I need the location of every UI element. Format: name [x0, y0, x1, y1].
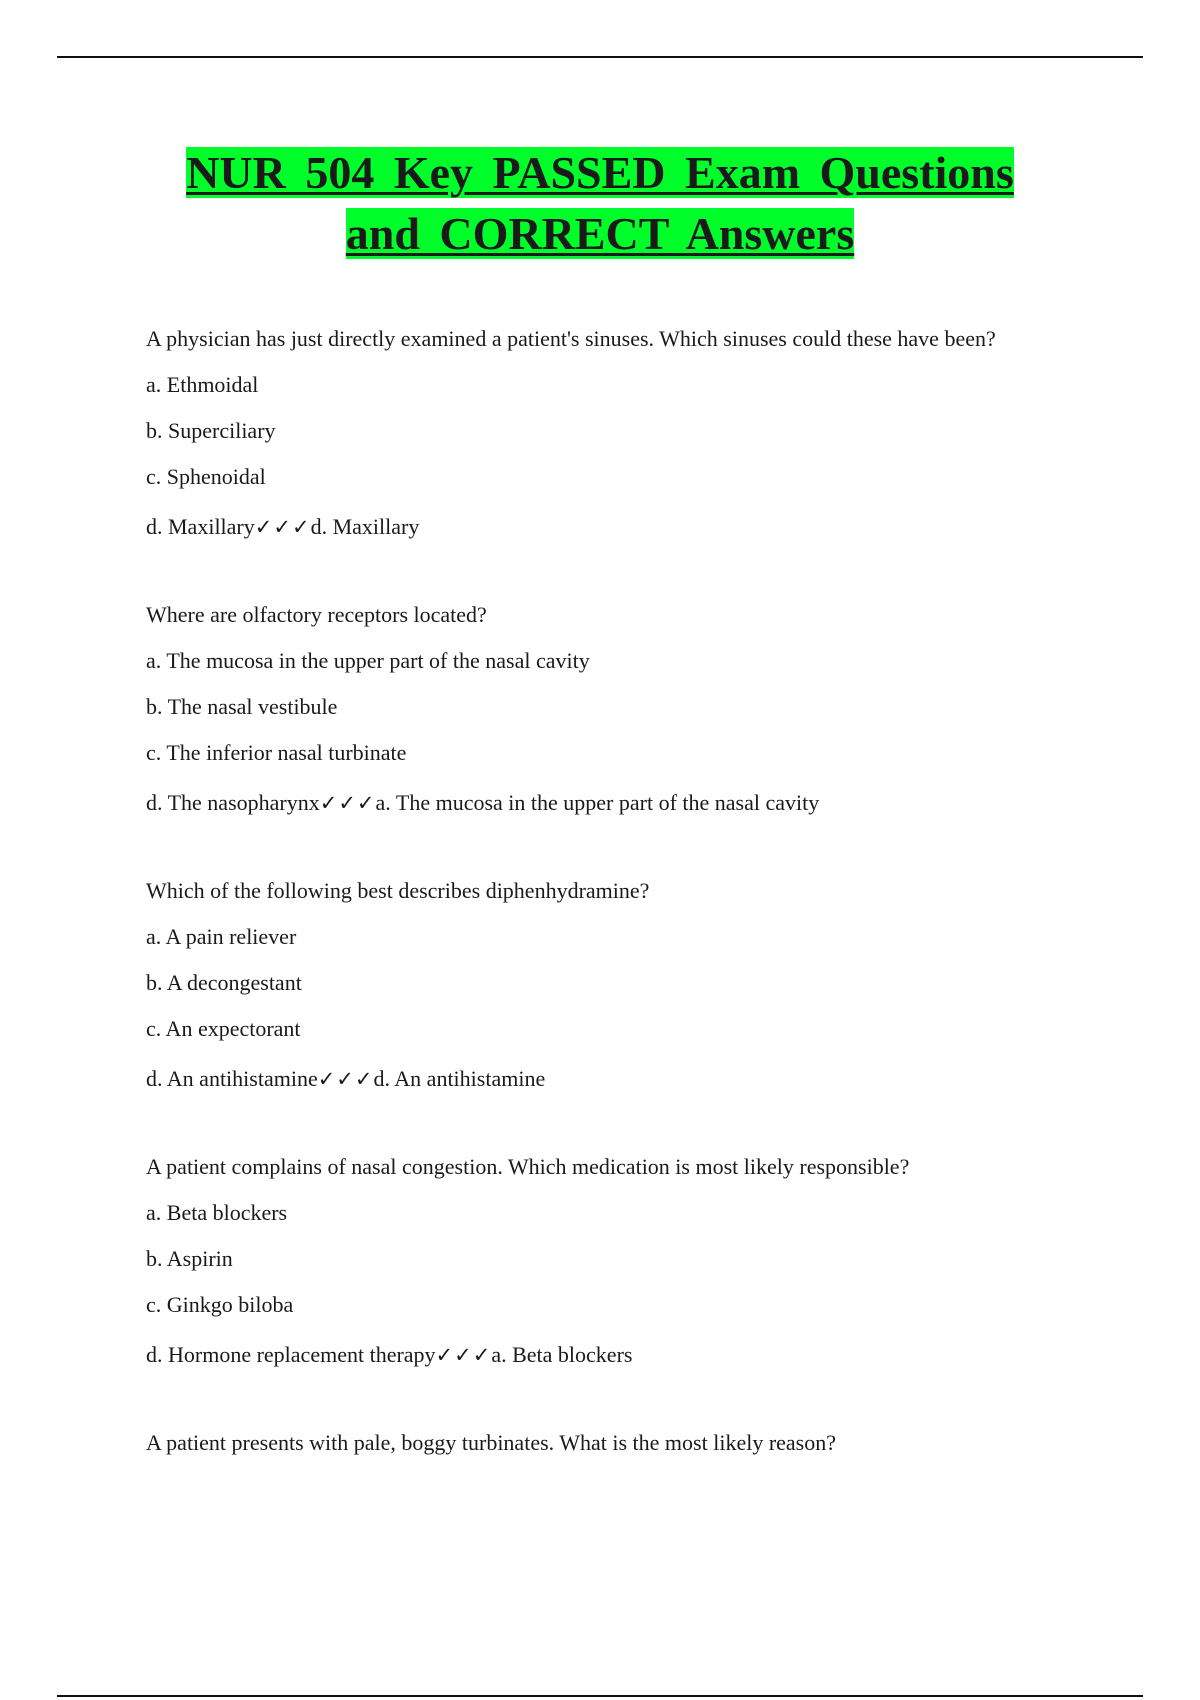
correct-answer: a. The mucosa in the upper part of the nasal cavity — [375, 790, 820, 815]
option-d-with-answer — [146, 788, 1046, 818]
question-block-5 — [146, 1428, 1046, 1458]
option-b: b. The nasal vestibule — [146, 694, 338, 719]
option-a: a. A pain reliever — [146, 924, 297, 949]
option-d: d. Maxillary — [146, 514, 255, 539]
question-block-2 — [146, 600, 1046, 818]
correct-answer: a. Beta blockers — [491, 1342, 633, 1367]
question-text: A physician has just directly examined a patient's sinuses. Which sinuses could these have been? — [146, 326, 996, 351]
option-c: c. An expectorant — [146, 1016, 301, 1041]
option-d-with-answer — [146, 512, 1046, 542]
question-block-1 — [146, 324, 1046, 542]
option-c: c. Sphenoidal — [146, 464, 266, 489]
option-d: d. Hormone replacement therapy — [146, 1342, 436, 1367]
correct-answer: d. An antihistamine — [373, 1066, 546, 1091]
bottom-rule — [57, 1695, 1143, 1697]
question-text: A patient presents with pale, boggy turbinates. What is the most likely reason? — [146, 1430, 837, 1455]
option-b: b. Superciliary — [146, 418, 276, 443]
option-d-with-answer — [146, 1340, 1046, 1370]
correct-answer: d. Maxillary — [310, 514, 420, 539]
top-rule — [57, 56, 1143, 58]
question-list — [146, 324, 1046, 1458]
option-a: a. The mucosa in the upper part of the nasal cavity — [146, 648, 590, 673]
question-block-4 — [146, 1152, 1046, 1370]
checkmark-icon: ✓✓✓ — [317, 1067, 374, 1091]
option-d: d. An antihistamine — [146, 1066, 318, 1091]
checkmark-icon: ✓✓✓ — [319, 791, 376, 815]
option-c: c. The inferior nasal turbinate — [146, 740, 407, 765]
title-line-2: and CORRECT Answers — [345, 208, 855, 259]
checkmark-icon: ✓✓✓ — [435, 1343, 492, 1367]
option-d: d. The nasopharynx — [146, 790, 320, 815]
question-text: A patient complains of nasal congestion. Which medication is most likely responsible? — [146, 1154, 910, 1179]
document-title — [150, 142, 1050, 264]
question-block-3 — [146, 876, 1046, 1094]
option-c: c. Ginkgo biloba — [146, 1292, 294, 1317]
option-b: b. Aspirin — [146, 1246, 233, 1271]
title-line-1: NUR 504 Key PASSED Exam Questions — [186, 147, 1014, 198]
option-a: a. Beta blockers — [146, 1200, 288, 1225]
checkmark-icon: ✓✓✓ — [254, 515, 311, 539]
question-text: Where are olfactory receptors located? — [146, 602, 487, 627]
option-b: b. A decongestant — [146, 970, 302, 995]
question-text: Which of the following best describes diphenhydramine? — [146, 878, 650, 903]
option-a: a. Ethmoidal — [146, 372, 259, 397]
option-d-with-answer — [146, 1064, 1046, 1094]
